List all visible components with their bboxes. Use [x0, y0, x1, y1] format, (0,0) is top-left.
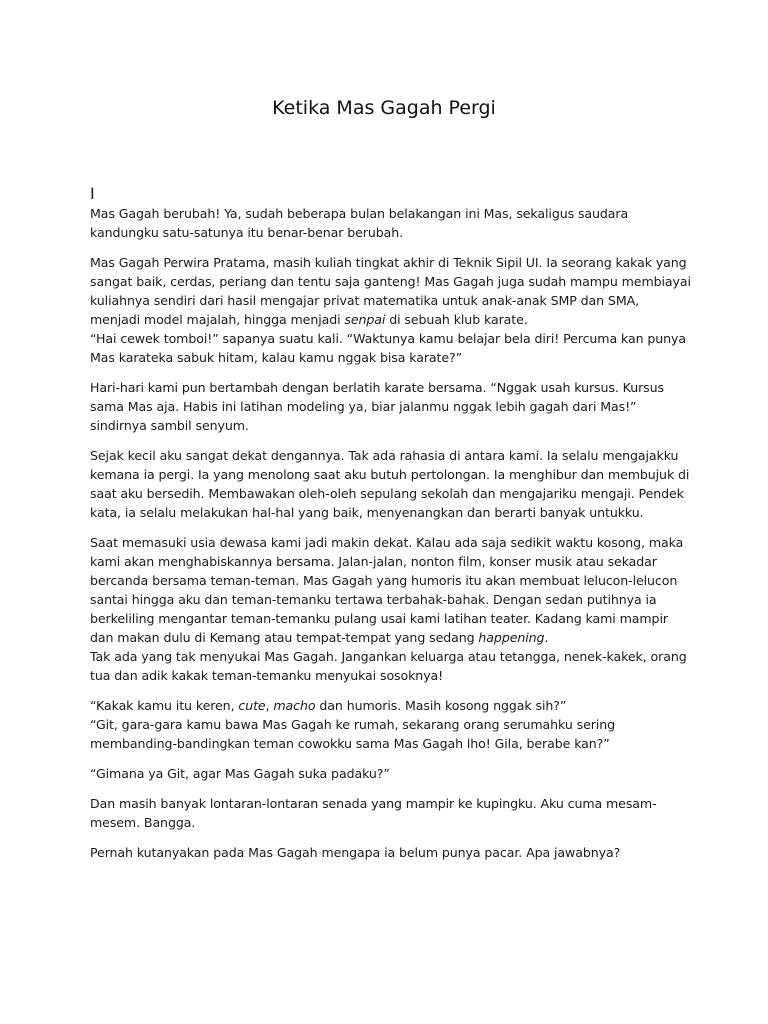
- paragraph: [90, 446, 690, 522]
- text-run: saat aku bersedih. Membawakan oleh-oleh sepulang sekolah dan mengajariku mengaji. Pendek: [90, 486, 684, 501]
- paragraph: [90, 378, 682, 435]
- text-run: “Kakak kamu itu keren,: [90, 698, 239, 713]
- text-line: [90, 397, 682, 416]
- paragraph-list: [90, 204, 691, 862]
- text-run: mesem. Bangga.: [90, 815, 196, 830]
- text-run: Mas Gagah Perwira Pratama, masih kuliah tingkat akhir di Teknik Sipil UI. Ia seorang kakak yang: [90, 255, 687, 270]
- text-run: dan humoris. Masih kosong nggak sih?”: [315, 698, 567, 713]
- text-run: kemana ia pergi. Ia yang menolong saat aku butuh pertolongan. Ia menghibur dan membujuk di: [90, 467, 690, 482]
- text-line: [90, 465, 690, 484]
- paragraph: [90, 533, 687, 685]
- section-heading: I: [90, 184, 95, 203]
- text-line: [90, 813, 682, 832]
- text-line: [90, 571, 682, 590]
- text-line: [90, 310, 682, 329]
- text-run: sama Mas aja. Habis ini latihan modeling ya, biar jalanmu nggak lebih gagah dari Mas!”: [90, 399, 637, 414]
- paragraph: [90, 843, 682, 862]
- text-line: [90, 533, 682, 552]
- paragraph: [90, 253, 691, 367]
- text-run: bercanda bersama teman-teman. Mas Gagah yang humoris itu akan membuat lelucon-lelucon: [90, 573, 678, 588]
- text-line: [90, 666, 682, 685]
- text-line: [90, 628, 682, 647]
- text-line: [90, 416, 682, 435]
- text-line: [90, 715, 682, 734]
- text-run: kata, ia selalu melakukan hal-hal yang baik, menyenangkan dan berarti banyak untukku.: [90, 505, 644, 520]
- text-line: [90, 348, 682, 367]
- paragraph: [90, 204, 682, 242]
- text-line: [90, 609, 682, 628]
- text-line: [90, 503, 682, 522]
- text-line: [90, 204, 682, 223]
- text-run: “Hai cewek tomboi!” sapanya suatu kali. “Waktunya kamu belajar bela diri! Percuma kan punya: [90, 331, 686, 346]
- text-run: .: [544, 630, 549, 645]
- text-line: [90, 329, 686, 348]
- text-run: sangat baik, cerdas, periang dan tentu saja ganteng! Mas Gagah juga sudah mampu membiayai: [90, 274, 691, 289]
- text-run: santai hingga aku dan teman-temanku tertawa terbahak-bahak. Dengan sedan putihnya ia: [90, 592, 657, 607]
- text-line: [90, 223, 682, 242]
- text-line: [90, 552, 682, 571]
- paragraph: [90, 696, 682, 753]
- document-body: [90, 183, 691, 873]
- text-run: kami akan menghabiskannya bersama. Jalan-jalan, nonton film, konser musik atau sekadar: [90, 554, 657, 569]
- text-line: [90, 794, 682, 813]
- text-line: [90, 484, 682, 503]
- text-run: Mas karateka sabuk hitam, kalau kamu nggak bisa karate?”: [90, 350, 463, 365]
- text-line: [90, 378, 682, 397]
- italic-term: senpai: [344, 312, 386, 327]
- text-line: [90, 764, 682, 783]
- text-line: [90, 647, 687, 666]
- text-run: membanding-bandingkan teman cowokku sama Mas Gagah lho! Gila, berabe kan?”: [90, 736, 610, 751]
- text-run: di sebuah klub karate.: [385, 312, 528, 327]
- text-line: [90, 253, 687, 272]
- text-run: Dan masih banyak lontaran-lontaran senada yang mampir ke kupingku. Aku cuma mesam-: [90, 796, 657, 811]
- text-run: Hari-hari kami pun bertambah dengan berlatih karate bersama. “Nggak usah kursus. Kursus: [90, 380, 664, 395]
- text-run: “Git, gara-gara kamu bawa Mas Gagah ke rumah, sekarang orang serumahku sering: [90, 717, 616, 732]
- text-run: sindirnya sambil senyum.: [90, 418, 249, 433]
- paragraph: [90, 764, 682, 783]
- text-line: [90, 696, 682, 715]
- text-run: Pernah kutanyakan pada Mas Gagah mengapa ia belum punya pacar. Apa jawabnya?: [90, 845, 621, 860]
- text-run: “Gimana ya Git, agar Mas Gagah suka padaku?”: [90, 766, 390, 781]
- italic-term: cute: [238, 698, 266, 713]
- text-run: dan makan dulu di Kemang atau tempat-tempat yang sedang: [90, 630, 479, 645]
- text-run: Sejak kecil aku sangat dekat dengannya. Tak ada rahasia di antara kami. Ia selalu mengajakku: [90, 448, 679, 463]
- text-line: [90, 446, 682, 465]
- text-run: berkeliling mengantar teman-temanku pulang usai kami latihan teater. Kadang kami mampir: [90, 611, 668, 626]
- document-title: Ketika Mas Gagah Pergi: [272, 97, 496, 119]
- text-line: [90, 272, 691, 291]
- text-run: ,: [265, 698, 274, 713]
- text-run: kandungku satu-satunya itu benar-benar berubah.: [90, 225, 404, 240]
- italic-term: macho: [273, 698, 316, 713]
- text-line: [90, 734, 682, 753]
- italic-term: happening: [478, 630, 545, 645]
- paragraph: [90, 794, 682, 832]
- text-run: Mas Gagah berubah! Ya, sudah beberapa bulan belakangan ini Mas, sekaligus saudara: [90, 206, 629, 221]
- text-run: Tak ada yang tak menyukai Mas Gagah. Jangankan keluarga atau tetangga, nenek-kakek, orang: [90, 649, 687, 664]
- text-line: [90, 291, 682, 310]
- text-run: Saat memasuki usia dewasa kami jadi makin dekat. Kalau ada saja sedikit waktu kosong, maka: [90, 535, 684, 550]
- text-line: [90, 590, 682, 609]
- text-run: menjadi model majalah, hingga menjadi: [90, 312, 345, 327]
- text-run: kuliahnya sendiri dari hasil mengajar privat matematika untuk anak-anak SMP dan SMA,: [90, 293, 640, 308]
- text-line: [90, 843, 682, 862]
- text-run: tua dan adik kakak teman-temanku menyukai sosoknya!: [90, 668, 444, 683]
